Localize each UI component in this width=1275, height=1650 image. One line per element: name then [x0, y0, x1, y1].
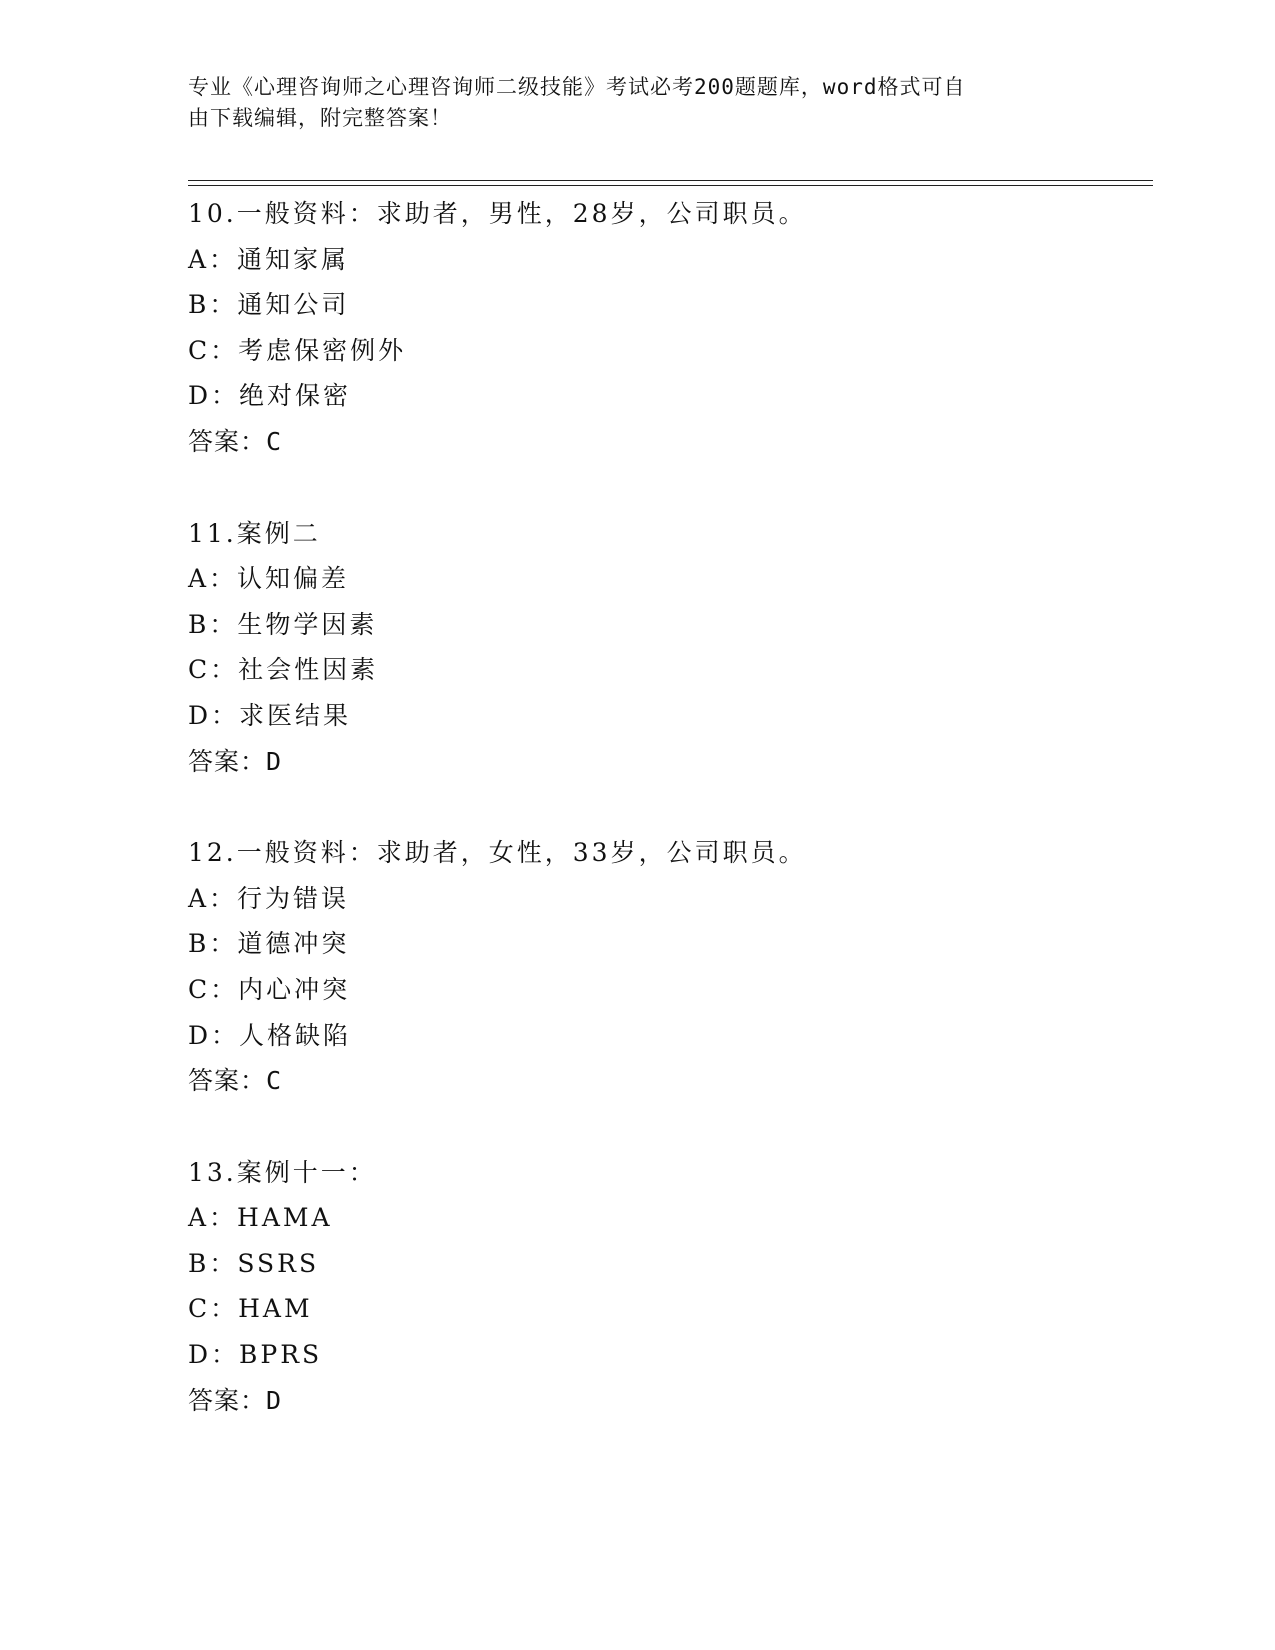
option-b: B：生物学因素 [188, 609, 378, 639]
header-line-1: 专业《心理咨询师之心理咨询师二级技能》考试必考200题题库，word格式可自 [188, 75, 966, 99]
answer-line: 答案：D [188, 1385, 283, 1415]
document-header [188, 72, 1068, 134]
header-line-2: 由下载编辑，附完整答案！ [188, 106, 452, 130]
answer-line: 答案：C [188, 1066, 283, 1096]
question-stem: 12.一般资料：求助者，女性，33岁，公司职员。 [188, 838, 807, 868]
question-11 [188, 511, 1148, 785]
option-b: B：道德冲突 [188, 929, 350, 959]
answer-line: 答案：D [188, 746, 283, 776]
option-a: A：行为错误 [188, 883, 350, 913]
option-d: D：BPRS [188, 1340, 323, 1370]
question-10 [188, 191, 1148, 465]
option-a: A：通知家属 [188, 244, 350, 274]
question-12 [188, 830, 1148, 1104]
question-stem: 10.一般资料：求助者，男性，28岁，公司职员。 [188, 199, 807, 228]
option-a: A：HAMA [188, 1203, 333, 1233]
option-c: C：考虑保密例外 [188, 335, 407, 365]
question-list [188, 191, 1148, 1423]
option-c: C：社会性因素 [188, 655, 379, 685]
header-divider-bottom [188, 185, 1153, 186]
option-b: B：通知公司 [188, 290, 350, 320]
question-stem: 11.案例二 [188, 518, 321, 548]
answer-line: 答案：C [188, 426, 283, 456]
option-b: B：SSRS [188, 1248, 320, 1278]
option-d: D：求医结果 [188, 700, 352, 730]
option-d: D：人格缺陷 [188, 1020, 352, 1050]
option-c: C：内心冲突 [188, 974, 351, 1004]
option-d: D：绝对保密 [188, 381, 352, 411]
question-stem: 13.案例十一： [188, 1157, 377, 1187]
question-13 [188, 1150, 1148, 1424]
option-c: C：HAM [188, 1294, 313, 1324]
header-divider-top [188, 180, 1153, 181]
option-a: A：认知偏差 [188, 564, 350, 594]
